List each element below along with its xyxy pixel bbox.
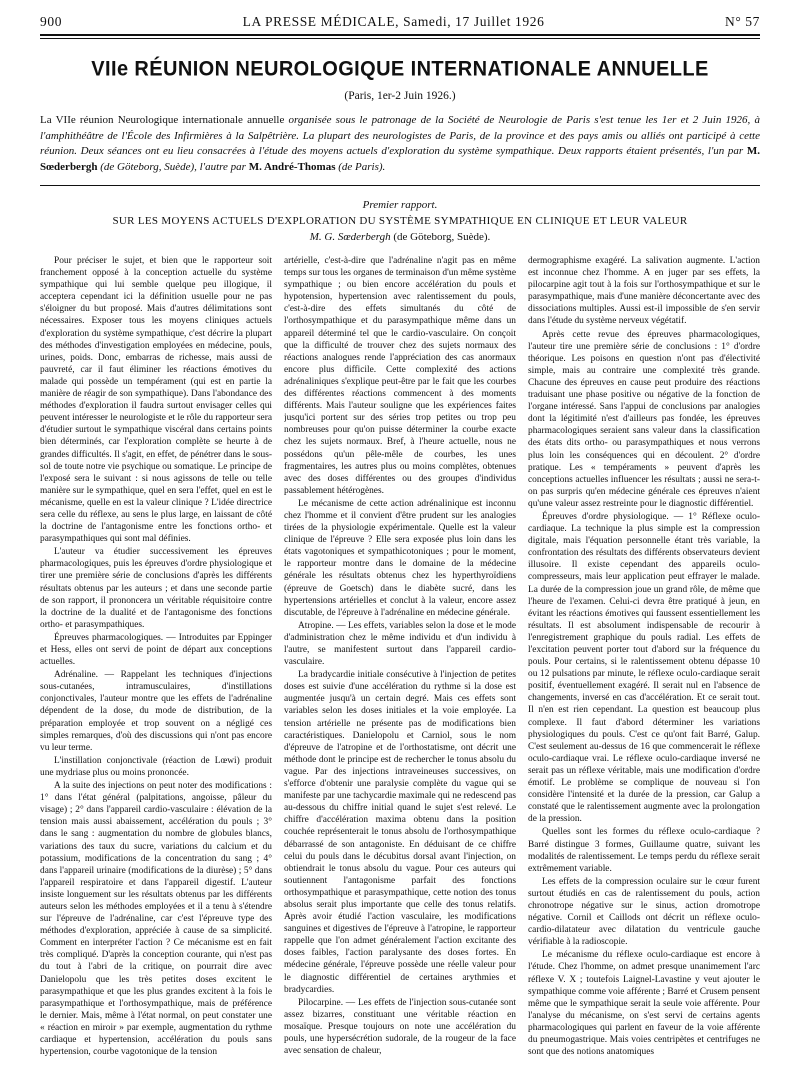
header-rule	[40, 34, 760, 36]
meeting-date: (Paris, 1er-2 Juin 1926.)	[344, 90, 456, 102]
paragraph: L'instillation conjonctivale (réaction de Lœwi) produit une mydriase plus ou moins prononcée.	[40, 755, 272, 778]
report-author-place: (de Göteborg, Suède).	[390, 231, 491, 243]
report-label: Premier rapport.	[362, 199, 438, 211]
paragraph: Adrénaline. — Rappelant les techniques d'injections sous-cutanées, intramusculaires, d'instillations conjonctivales, l'auteur montre que les effets de l'adrénaline dépendent de la dose, du mode de distribution, de la préparation employée et trop souvent on a négligé ces simples remarques, d'où des discussions qui n'ont pas encore vu leur terme.	[40, 670, 272, 753]
paragraph: Quelles sont les formes du réflexe oculo-cardiaque ? Barré distingue 3 formes, Guillaume quatre, suivant les modalités de ralentissement. Le temps perdu du réflexe serait extrêmement variable.	[528, 827, 760, 874]
report-title: SUR LES MOYENS ACTUELS D'EXPLORATION DU SYSTÈME SYMPATHIQUE EN CLINIQUE ET LEUR VALEUR	[112, 215, 688, 227]
column-2	[284, 255, 516, 1075]
column-1	[40, 255, 272, 1075]
issue-number: N° 57	[724, 14, 760, 29]
page-number: 900	[40, 14, 63, 29]
paragraph: Atropine. — Les effets, variables selon la dose et le mode d'administration chez le même individu et d'un individu à l'autre, se manifestent surtout dans l'appareil cardio-vasculaire.	[284, 620, 516, 668]
intro-author-1: M. Sœderbergh	[40, 145, 760, 173]
paragraph: A la suite des injections on peut noter des modifications : 1° dans l'état général (palpitations, angoisse, pâleur du visage) ; 2° dans l'appareil cardio-vasculaire : élévation de la tension mais aussi abaissement, accélération du pouls ; 3° dans le sang : augmentation du nombre de globules blancs, variations des taux du sucre, variations du calcium et du potassium, modifications de la concentration du sang ; 4° dans l'appareil urinaire (modifications de la diurèse) ; 5° dans l'appareil respiratoire et dans l'appareil digestif. L'auteur insiste longuement sur les résultats obtenus par les différents auteurs selon les méthodes employées et il a tenu à s'étendre sur l'épreuve de l'adrénaline, car c'est l'épreuve type des méthodes d'exploration, appréciée à cause de sa simplicité. Comment en interpréter l'action ? Ce mécanisme est en fait très compliqué. D'après la conception courante, qui n'est pas du tout à l'abri de la critique, on pourrait dire avec Danielopolu que les très petites doses excitent le parasympathique et que les plus grandes excitent à la fois le parasympathique et l'orthosympathique, mais de préférence le dernier. Mais, même à l'état normal, on peut constater une « réaction en miroir » par exemple, augmentation du rythme cardiaque et hypertension, accélération du pouls sans hypertension, courbe vagotonique de la tension	[40, 781, 272, 1058]
paragraph: Après cette revue des épreuves pharmacologiques, l'auteur tire une première série de conclusions : 1° d'ordre théorique. Les poisons en question n'ont pas d'électivité simple, mais au contraire une complexité très grande. Chacune des épreuves en cause peut produire des réactions traduisant une phase positive ou négative de la fonction de l'organe intéressé. Sans l'appui de conclusions par analogies dont la légitimité n'est d'ailleurs pas fondée, les épreuves pharmacologiques seraient sans valeur dans la classification des états dits ortho- ou parasympathiques et nous verrons plus loin les conséquences qui en découlent. 2° d'ordre pratique. Les « tempéraments » peuvent d'après les conceptions actuelles influencer les résultats ; aussi ne sera-t-on pas surpris qu'en médecine générale ces épreuves n'aient qu'une valeur assez restreinte pour le diagnostic différentiel.	[528, 329, 760, 509]
intro-paragraph	[40, 113, 760, 175]
paragraph: Épreuves d'ordre physiologique. — 1° Réflexe oculo-cardiaque. La technique la plus simple est la compression digitale, mais l'équation personnelle étant très variable, la confrontation des résultats des différents observateurs devient illusoire. Il existe cependant des appareils oculo-compresseurs, mais leur application peut effrayer le malade. La durée de la compression joue un grand rôle, de même que l'heure de l'examen. Celui-ci devra être pratiqué à jeun, en évitant les réactions émotives qui faussent essentiellement les résultats. Il est absolument indispensable de recourir à l'enregistrement graphique du pouls radial. Les effets de l'excitation peuvent porter tout d'abord sur la fréquence du pouls. Pour certains, si le ralentissement obtenu dépasse 10 ou 12 pulsations par minute, le réflexe oculo-cardiaque serait positif, éventuellement exagéré. Il serait nul en l'absence de changements, inversé en cas d'accélération. Et ce serait tout. Il n'en est rien cependant. La question est beaucoup plus complexe. Il faut d'abord déterminer les variations physiologiques du pouls. C'est ce qu'ont fait Barré, Galup. C'est seulement au-dessus de 16 que commencerait le réflexe oculo-cardiaque vrai. Le réflexe oculo-cardiaque inversé ne serait pas un réflexe véritable, mais une modification d'ordre émotif. Le problème se complique de nouveau si l'on considère l'intensité et la durée de la pression, car Galup a constaté que le ralentissement augmente avec la prolongation de la pression.	[528, 511, 760, 825]
paragraph: Épreuves pharmacologiques. — Introduites par Eppinger et Hess, elles ont servi de point de départ aux conceptions actuelles.	[40, 632, 272, 668]
intro-text-1: organisée sous le patronage de la Société de Neurologie de Paris s'est tenue les 1er et 2 Juin 1926, à l'amphithéâtre de l'École des Infirmières à la Salpêtrière. La plupart des neurologistes de Paris, de la province et des pays amis ou alliés ont participé à cette réunion. Deux séances ont eu lieu consacrées à l'étude des moyens actuels d'exploration du système sympathique. Deux rapports étaient présentés, l'un par	[40, 114, 760, 157]
header-rule-thin	[40, 38, 760, 39]
paragraph: Le mécanisme de cette action adrénalinique est inconnu chez l'homme et il convient d'être prudent sur les analogies tirées de la physiologie expérimentale. Quelle est la valeur clinique de l'épreuve ? Elle sera exposée plus loin dans les états vagotoniques et sympathicotoniques ; pour le moment, le rapporteur montre dans le domaine de la médecine générale les résultats obtenus chez les hyperthyroïdiens (épreuve de Goetsch) dans le diabète sucré, dans les hypertensions artérielles et conclut à la valeur, encore assez discutable, de l'épreuve à l'adrénaline en médecine générale.	[284, 498, 516, 618]
paragraph: dermographisme exagéré. La salivation augmente. L'action est inconnue chez l'homme. A en juger par ses effets, la pilocarpine agit tout à la fois sur l'orthosympathique et sur le parasympathique, mais d'une manière déconcertante avec des dissociations multiples. Aussi est-il impossible de s'en servir dans l'étude du système nerveux végétatif.	[528, 256, 760, 327]
intro-text-2: (de Göteborg, Suède), l'autre par	[97, 160, 249, 173]
intro-lead: La VIIe réunion Neurologique internationale annuelle	[40, 114, 285, 126]
paragraph: Les effets de la compression oculaire sur le cœur furent surtout étudiés en cas de ralentissement du pouls, action chronotrope négative sur le sinus, action dromotrope négative. Cornil et Caillods ont décrit un réflexe oculo-cardio-dilatateur avec dilatation du ventricule gauche vérifiable à la radioscopie.	[528, 876, 760, 948]
report-author	[40, 231, 760, 243]
paragraph: Pilocarpine. — Les effets de l'injection sous-cutanée sont assez bizarres, constituant une véritable réaction en mosaïque. Presque toujours on note une accélération du pouls, une hypersécrétion sudorale, de la rougeur de la face avec sensation de chaleur,	[284, 997, 516, 1057]
paragraph: artérielle, c'est-à-dire que l'adrénaline n'agit pas en même temps sur tous les organes de terminaison d'un même système sympathique ; ou bien encore accélération du pouls et hypotension, hypertension avec ralentissement du pouls, c'est-à-dire des effets simultanés du côté de l'orthosympathique et du parasympathique même dans un appareil déterminé tel que le cardio-vasculaire. On conçoit que la difficulté de trouver chez des sujets normaux des réactions analogues rende l'appréciation des cas anormaux encore plus difficile. Cette complexité des actions adrénaliniques s'explique peut-être par le fait que les courbes des différentes réactions commencent à des moments différents. Mais l'auteur souligne que les expériences faites jusqu'ici portent sur des séries trop petites ou trop peu nombreuses pour qu'on puisse déterminer la courbe exacte chez les sujets normaux. Bref, à l'heure actuelle, nous ne possédons qu'un pêle-mêle de courbes, les unes fragmentaires, les autres plus ou moins complètes, obtenues avec des doses différentes ou des groupes d'individus passablement hétérogènes.	[284, 256, 516, 496]
section-divider	[40, 185, 760, 186]
paragraph: La bradycardie initiale consécutive à l'injection de petites doses est suivie d'une accélération du rythme si la dose est augmentée jusqu'à un certain degré. Mais ces effets sont variables selon les doses initiales et la voie employée. La tension artérielle ne présente pas de modifications bien caractéristiques. Danielopolu et Carniol, sous le nom d'épreuve de l'atropine et de l'orthostatisme, ont décrit une méthode dont le principe est de rechercher le tonus absolu du vague. Par des injections intraveineuses successives, on s'efforce d'obtenir une paralysie complète du vague qui se manifeste par une tachycardie maximale qui ne redescend pas au-dessous du chiffre initial quand le sujet s'est relevé. Le chiffre d'accélération maxima obtenu dans la position couchée représenterait le tonus absolu de l'orthosympathique débarrassé de son antagoniste. En déduisant de ce chiffre celui du pouls dans le décubitus dorsal avant l'injection, on obtiendrait le tonus absolu du vague. Pour ces auteurs qui soutiennent l'antagonisme parfait des fonctions orthosympathique et parasympathique, cette notion des tonus absolus serait plus importante que celle des tonus relatifs. Après avoir étudié l'action vasculaire, les modifications sanguines et digestives de l'épreuve à l'atropine, le rapporteur rappelle que l'on admet généralement l'action excitante des doses faibles, l'action paralysante des doses fortes. En médecine générale, l'épreuve possède une réelle valeur pour le diagnostic différentiel de certaines arythmies et bradycardies.	[284, 670, 516, 995]
running-head	[40, 14, 760, 30]
article-title: VIIe RÉUNION NEUROLOGIQUE INTERNATIONALE ANNUELLE	[91, 57, 709, 81]
intro-text-3: (de Paris).	[335, 160, 386, 173]
intro-author-2: M. André-Thomas	[248, 160, 336, 173]
column-3	[528, 255, 760, 1075]
journal-title: LA PRESSE MÉDICALE, Samedi, 17 Juillet 1926	[242, 14, 545, 29]
paragraph: Pour préciser le sujet, et bien que le rapporteur soit franchement opposé à la conception actuelle du système sympathique qui lui semble quelque peu illogique, il acceptera cependant ici la définition usuelle pour ne pas s'éloigner du but proposé. Mais d'autres délimitations sont nécessaires. Exposer tous les moyens cliniques actuels d'exploration du système sympathique, c'est décrire la plupart des méthodes d'investigation employées en médecine, pouls, urines, poids. Donc, embarras de richesse, mais aussi de pauvreté, car il faut éliminer les réactions émotives du malade qui possède un tempérament (qui est en partie la manière de réagir de son sympathique). Dans l'abondance des méthodes d'exploration il faudra surtout envisager celles qui peuvent intéresser le neurologiste et le rôle du rapporteur sera d'étudier surtout le sympathique viscéral dans certains points bien déterminés, car l'exploration complète se heurte à de grandes difficultés. Il s'agit, en effet, de pénétrer dans le sous-sol de toute notre vie psychique ou somatique. Le principe de l'exposé sera le suivant : si nous agissons de telle ou telle manière sur le sympathique, quel en sera l'effet, quel en est le mécanisme, quelle en est la valeur clinique ? L'idée directrice sera celle du réflexe, au sens le plus large, en laissant de côté la doctrine de l'antagonisme entre les fonctions ortho- et parasympathiques qui sont mal définies.	[40, 256, 272, 545]
report-author-name: M. G. Sœderbergh	[309, 231, 391, 243]
body-columns	[40, 255, 760, 1075]
paragraph: Le mécanisme du réflexe oculo-cardiaque est encore à l'étude. Chez l'homme, on admet presque unanimement l'arc réflexe V. X ; toutefois Laignel-Lavastine y veut ajouter le sympathique comme voie afférente ; Barré et Crusem pensent même que le sympathique serait la seule voie afférente. Pour l'analyse du mécanisme, on s'est servi de certains agents pharmacologiques qui parlent en faveur de la voie afférente du pneumogastrique. Mais voies centripètes et centrifuges ne sont que des notions anatomiques	[528, 950, 760, 1058]
paragraph: L'auteur va étudier successivement les épreuves pharmacologiques, puis les épreuves d'ordre physiologique et tirer une première série de conclusions d'après les différents résultats obtenus par les auteurs ; et dans une seconde partie de son rapport, il prononcera un véritable réquisitoire contre la doctrine de la dualité et de l'antagonisme des fonctions ortho- et parasympathiques.	[40, 547, 272, 630]
